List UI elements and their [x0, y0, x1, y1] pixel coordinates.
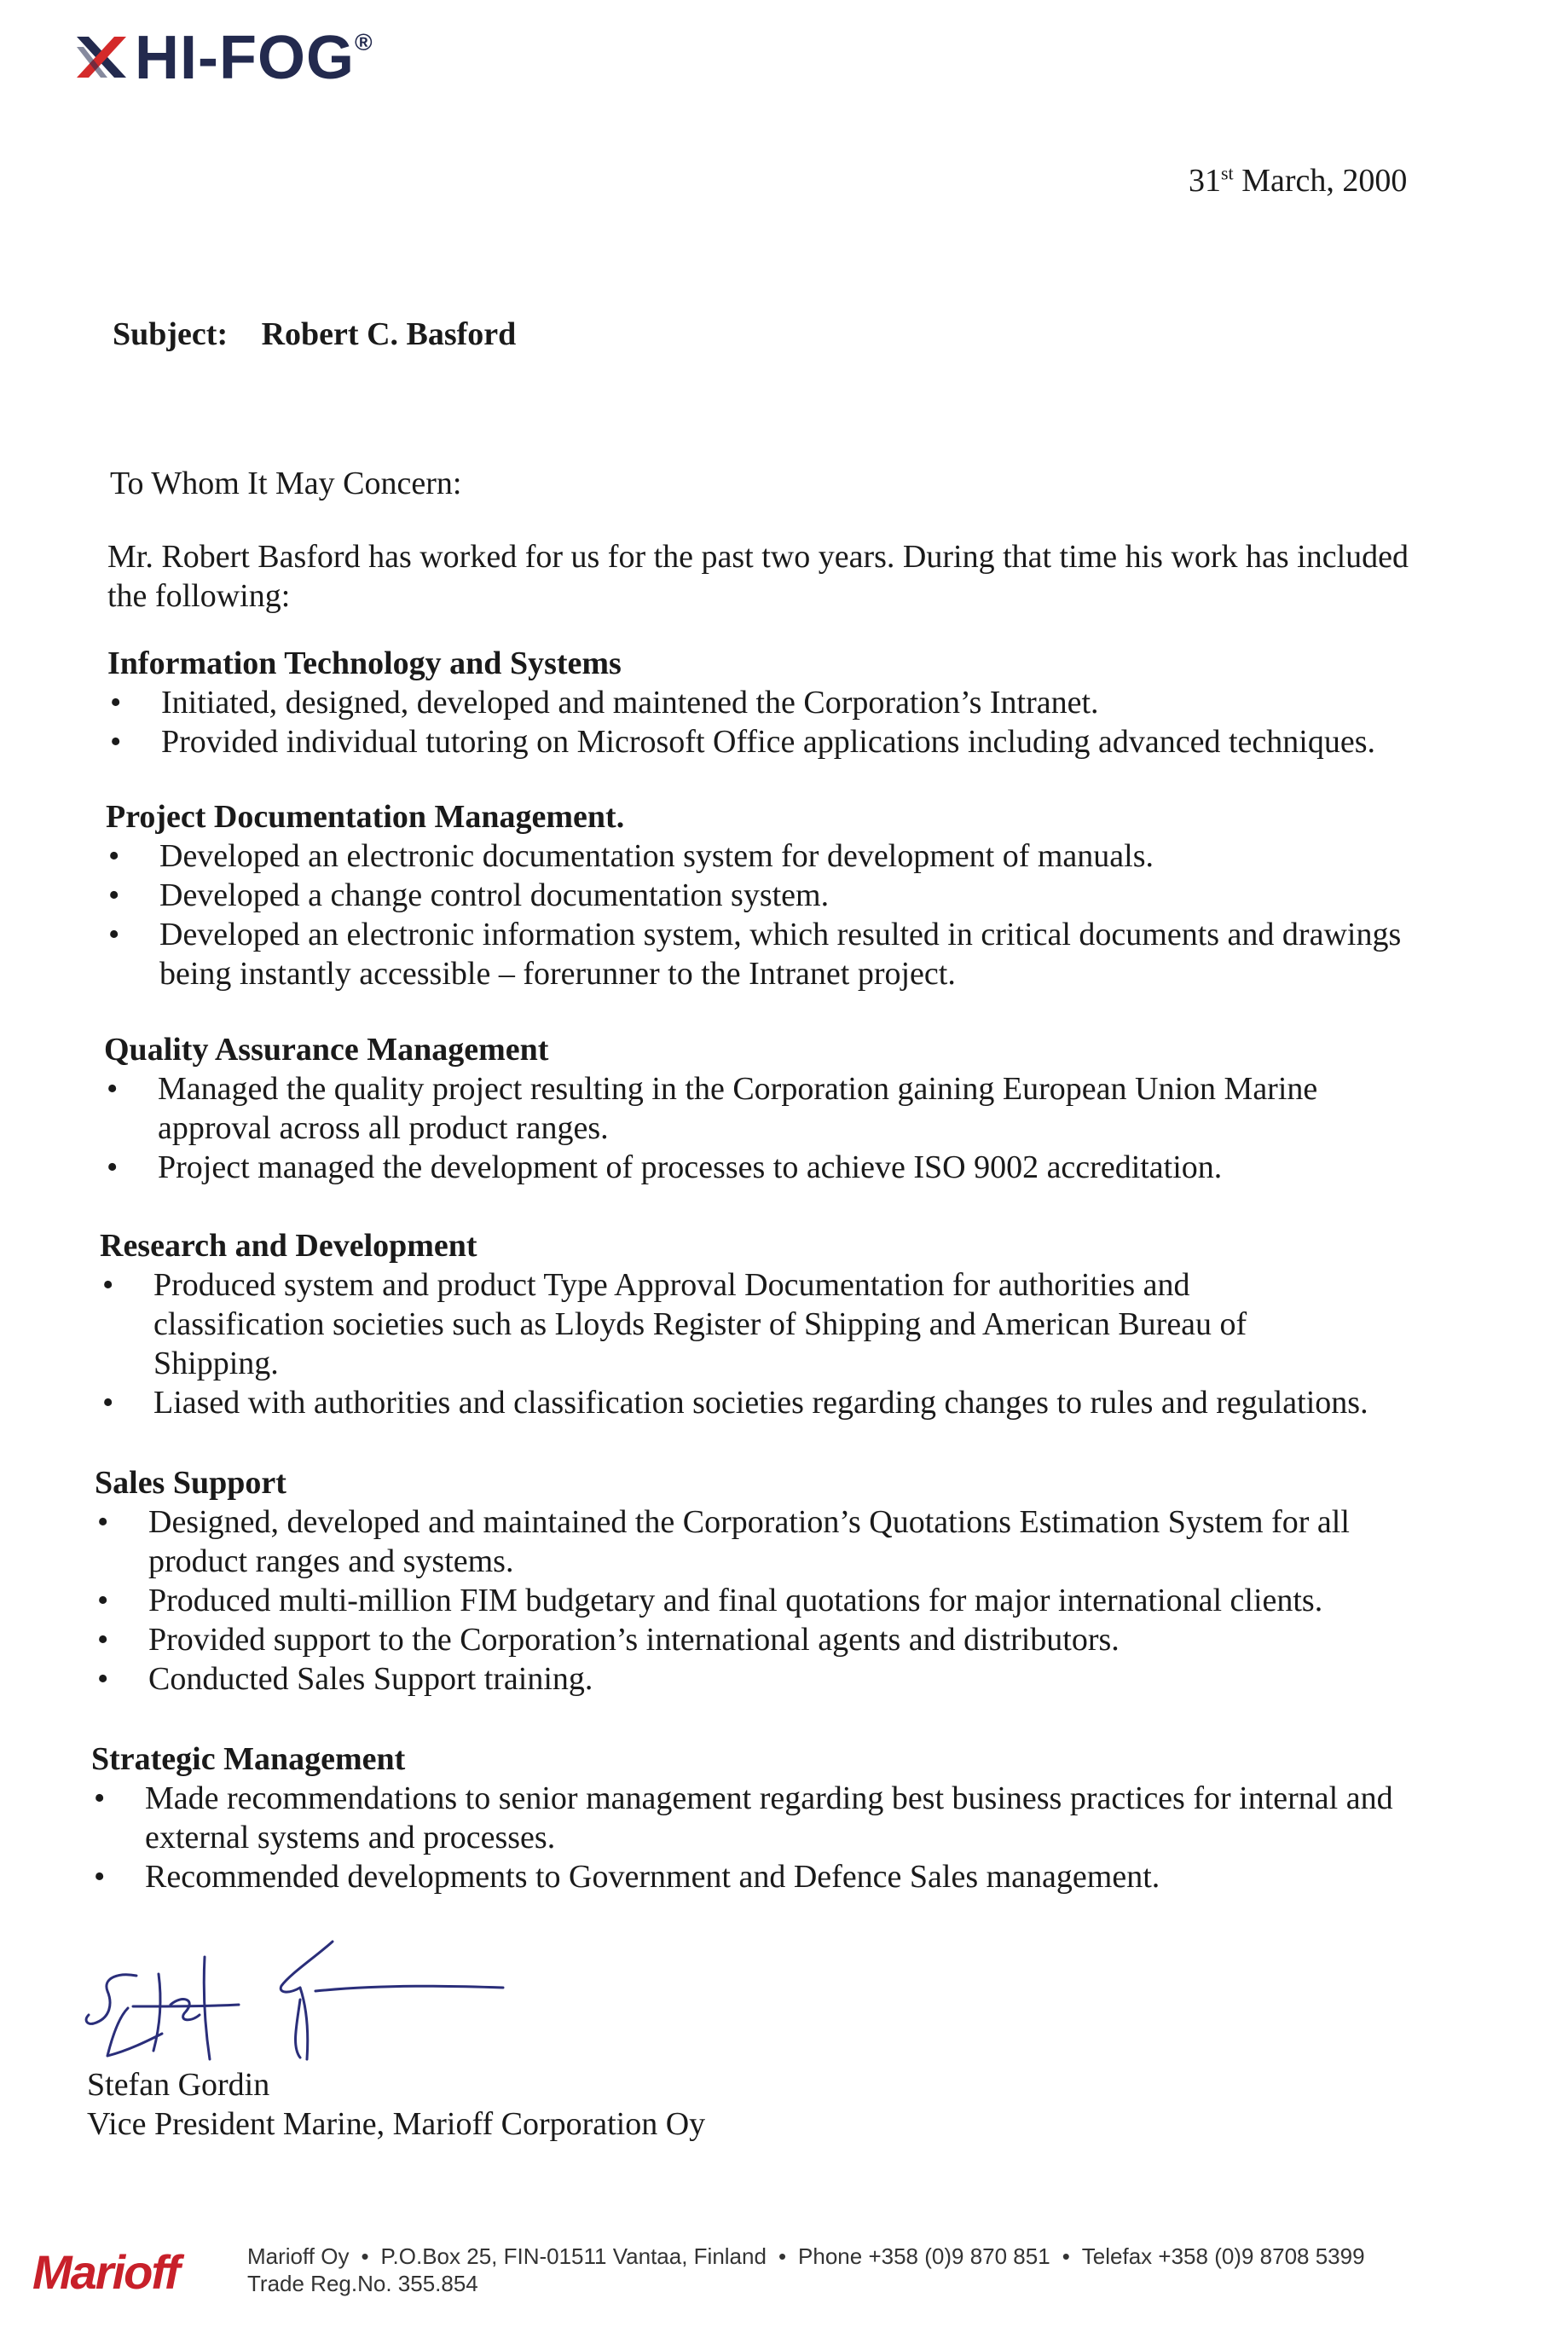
subject-label: Subject: — [113, 316, 229, 352]
footer-line-1 — [247, 2243, 1365, 2270]
list-item: • Developed a change control documentation system. — [108, 877, 830, 913]
separator-bullet-icon: • — [1062, 2243, 1070, 2269]
list-item: • Recommended developments to Government and Defence Sales management. — [94, 1859, 1160, 1895]
subject-value: Robert C. Basford — [261, 316, 517, 352]
bullet-icon: • — [110, 724, 122, 760]
list-item: • Project managed the development of processes to achieve ISO 9002 accreditation. — [107, 1149, 1223, 1185]
footer-fax: Telefax +358 (0)9 8708 5399 — [1081, 2243, 1365, 2269]
footer-trade-reg: Trade Reg.No. 355.854 — [247, 2271, 478, 2296]
footer-company: Marioff Oy — [247, 2243, 350, 2269]
section-heading: Project Documentation Management. — [106, 799, 625, 835]
section-project-documentation — [106, 797, 1402, 993]
signer-title: Vice President Marine, Marioff Corporation Oy — [87, 2106, 706, 2142]
handwritten-signature — [77, 1923, 512, 2068]
section-sales-support — [95, 1463, 1425, 1699]
svg-text:Marioff: Marioff — [32, 2245, 179, 2299]
section-heading: Quality Assurance Management — [104, 1032, 549, 1068]
section-quality-assurance — [104, 1030, 1383, 1187]
section-heading: Information Technology and Systems — [107, 645, 622, 681]
signer-name: Stefan Gordin — [87, 2067, 270, 2103]
intro-paragraph: Mr. Robert Basford has worked for us for the past two years. During that time his work has included the following: — [107, 539, 1409, 614]
list-item: • Produced multi-million FIM budgetary and final quotations for major international clients. — [97, 1583, 1323, 1618]
bullet-icon: • — [94, 1859, 106, 1895]
list-item: • Liased with authorities and classification societies regarding changes to rules and regulations. — [102, 1385, 1368, 1421]
separator-bullet-icon: • — [778, 2243, 787, 2269]
hifog-logo-text: HI-FOG — [135, 24, 355, 92]
list-item: • Made recommendations to senior management regarding best business practices for internal and external systems and processes. — [94, 1780, 1393, 1855]
salutation: To Whom It May Concern: — [110, 466, 462, 501]
list-item: • Developed an electronic information system, which resulted in critical documents and drawings being instantly accessible – forerunner to the Intranet project. — [108, 917, 1402, 992]
bullet-icon: • — [97, 1661, 109, 1697]
bullet-icon: • — [97, 1583, 109, 1618]
footer-text — [247, 2243, 1365, 2297]
bullet-icon: • — [107, 1149, 119, 1185]
list-item: • Conducted Sales Support training. — [97, 1661, 593, 1697]
bullet-icon: • — [94, 1780, 106, 1816]
bullet-icon: • — [97, 1622, 109, 1658]
section-heading: Strategic Management — [91, 1741, 406, 1777]
bullet-icon: • — [108, 917, 120, 952]
registered-mark: ® — [354, 29, 373, 55]
marioff-logo — [31, 2244, 225, 2299]
bullet-icon: • — [107, 1071, 119, 1107]
section-heading: Research and Development — [100, 1228, 477, 1264]
list-item: • Initiated, designed, developed and maintened the Corporation’s Intranet. — [110, 685, 1099, 721]
list-item: • Produced system and product Type Approval Documentation for authorities and classification societies such as Lloyds Register of Shipping and American Bureau of Shipping. — [102, 1267, 1247, 1381]
bullet-icon: • — [108, 877, 120, 913]
hifog-x-mark-icon — [73, 30, 130, 86]
letter-date: 31st March, 2000 — [1189, 162, 1408, 199]
section-strategic-management — [91, 1739, 1421, 1896]
separator-bullet-icon: • — [361, 2243, 369, 2269]
subject-line — [113, 315, 516, 353]
list-item: • Developed an electronic documentation system for development of manuals. — [108, 838, 1154, 874]
list-item: • Designed, developed and maintained the Corporation’s Quotations Estimation System for all product ranges and systems. — [97, 1504, 1350, 1579]
bullet-icon: • — [102, 1267, 114, 1303]
bullet-icon: • — [102, 1385, 114, 1421]
letter-footer — [31, 2243, 1365, 2299]
list-item: • Provided support to the Corporation’s international agents and distributors. — [97, 1622, 1120, 1658]
section-heading: Sales Support — [95, 1465, 286, 1501]
hifog-logo — [73, 24, 373, 92]
list-item: • Managed the quality project resulting in the Corporation gaining European Union Marine approval across all product ranges. — [107, 1071, 1318, 1146]
footer-address: P.O.Box 25, FIN-01511 Vantaa, Finland — [380, 2243, 767, 2269]
section-research-development — [100, 1226, 1430, 1422]
footer-phone: Phone +358 (0)9 870 851 — [798, 2243, 1050, 2269]
section-it-systems — [107, 644, 1472, 761]
list-item: • Provided individual tutoring on Microsoft Office applications including advanced techniques. — [110, 724, 1375, 760]
signer-block — [87, 2065, 705, 2144]
bullet-icon: • — [110, 685, 122, 721]
bullet-icon: • — [97, 1504, 109, 1540]
bullet-icon: • — [108, 838, 120, 874]
